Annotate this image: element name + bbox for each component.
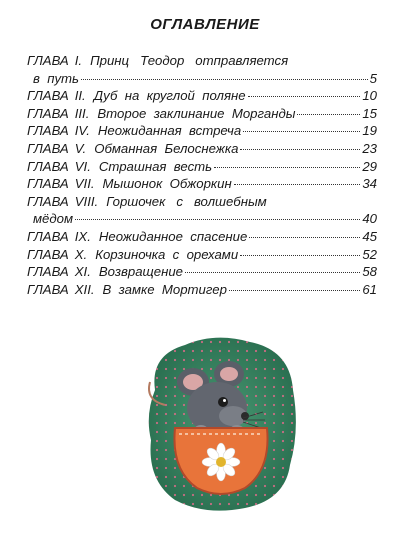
chapter-label: ГЛАВА — [27, 105, 69, 121]
dot-leader — [214, 167, 360, 168]
dot-leader — [240, 255, 360, 256]
chapter-label: ГЛАВА — [27, 53, 69, 68]
mouse-eye — [218, 397, 228, 407]
dot-leader — [75, 219, 360, 220]
chapter-number: VI. — [74, 158, 91, 174]
page-number: 19 — [362, 123, 377, 139]
chapter-number: IX. — [74, 228, 91, 244]
chapter-title: В замке Мортигер — [102, 281, 227, 297]
chapter-label: ГЛАВА — [27, 158, 69, 174]
dot-leader — [249, 237, 360, 238]
chapter-label: ГЛАВА — [27, 123, 69, 139]
page-number: 58 — [362, 264, 377, 280]
toc-entry[interactable] — [27, 140, 377, 158]
toc-entry[interactable] — [27, 263, 377, 281]
toc-heading: ОГЛАВЛЕНИЕ — [150, 16, 260, 33]
chapter-number: I. — [74, 53, 83, 68]
page-number: 10 — [362, 88, 377, 104]
page-number: 5 — [369, 70, 377, 86]
toc-entry-continuation — [27, 70, 377, 88]
toc-entry[interactable] — [27, 122, 377, 140]
chapter-title-continuation: в путь — [33, 70, 79, 86]
chapter-label: ГЛАВА — [27, 281, 69, 297]
dot-leader — [297, 114, 360, 115]
page-number: 23 — [362, 140, 377, 156]
toc-entry-continuation — [27, 210, 377, 228]
chapter-title: Обманная Белоснежка — [94, 140, 239, 156]
page-number: 45 — [362, 228, 377, 244]
page-number: 15 — [362, 105, 377, 121]
chapter-title: Возвращение — [98, 264, 184, 280]
chapter-title: Принц Теодор отправляется — [90, 53, 289, 68]
dot-leader — [185, 272, 360, 273]
toc-entry[interactable] — [27, 281, 377, 299]
toc-entry[interactable] — [27, 246, 377, 264]
chapter-label: ГЛАВА — [27, 176, 69, 192]
chapter-title: Неожиданное спасение — [98, 228, 248, 244]
chapter-title: Дуб на круглой поляне — [93, 88, 246, 104]
chapter-label: ГЛАВА — [27, 246, 69, 262]
page-number: 61 — [362, 281, 377, 297]
chapter-title: Корзиночка с орехами — [95, 246, 239, 262]
chapter-number: V. — [74, 140, 87, 156]
chapter-number: VII. — [74, 176, 95, 192]
table-of-contents — [27, 52, 377, 298]
toc-entry[interactable] — [27, 158, 377, 176]
toc-entry[interactable] — [27, 175, 377, 193]
chapter-number: XI. — [74, 264, 91, 280]
chapter-title-continuation: мёдом — [33, 211, 74, 227]
chapter-number: IV. — [74, 123, 90, 139]
dot-leader — [81, 79, 368, 80]
chapter-label: ГЛАВА — [27, 193, 69, 209]
toc-entry[interactable] — [27, 105, 377, 123]
chapter-number: X. — [74, 246, 88, 262]
chapter-title: Горшочек с волшебным — [106, 193, 267, 209]
chapter-title: Мышонок Обжоркин — [102, 176, 232, 192]
toc-entry[interactable] — [27, 52, 377, 70]
dot-leader — [243, 131, 360, 132]
chapter-title: Неожиданная встреча — [97, 123, 242, 139]
chapter-number: III. — [74, 105, 90, 121]
chapter-label: ГЛАВА — [27, 228, 69, 244]
toc-entry[interactable] — [27, 193, 377, 211]
dot-leader — [240, 149, 360, 150]
page-number: 29 — [362, 158, 377, 174]
chapter-title: Второе заклинание Морганды — [97, 105, 296, 121]
chapter-title: Страшная весть — [98, 158, 213, 174]
dot-leader — [229, 290, 360, 291]
chapter-number: VIII. — [74, 193, 99, 209]
chapter-number: II. — [74, 88, 86, 104]
mouse-in-apron-illustration — [145, 330, 300, 515]
page-number: 40 — [362, 211, 377, 227]
mouse-nose — [241, 412, 249, 420]
dot-leader — [234, 184, 361, 185]
chapter-number: XII. — [74, 281, 95, 297]
chapter-label: ГЛАВА — [27, 264, 69, 280]
chapter-label: ГЛАВА — [27, 140, 69, 156]
page-number: 52 — [362, 246, 377, 262]
toc-entry[interactable] — [27, 87, 377, 105]
dot-leader — [248, 96, 361, 97]
chapter-label: ГЛАВА — [27, 88, 69, 104]
page-number: 34 — [362, 176, 377, 192]
toc-entry[interactable] — [27, 228, 377, 246]
